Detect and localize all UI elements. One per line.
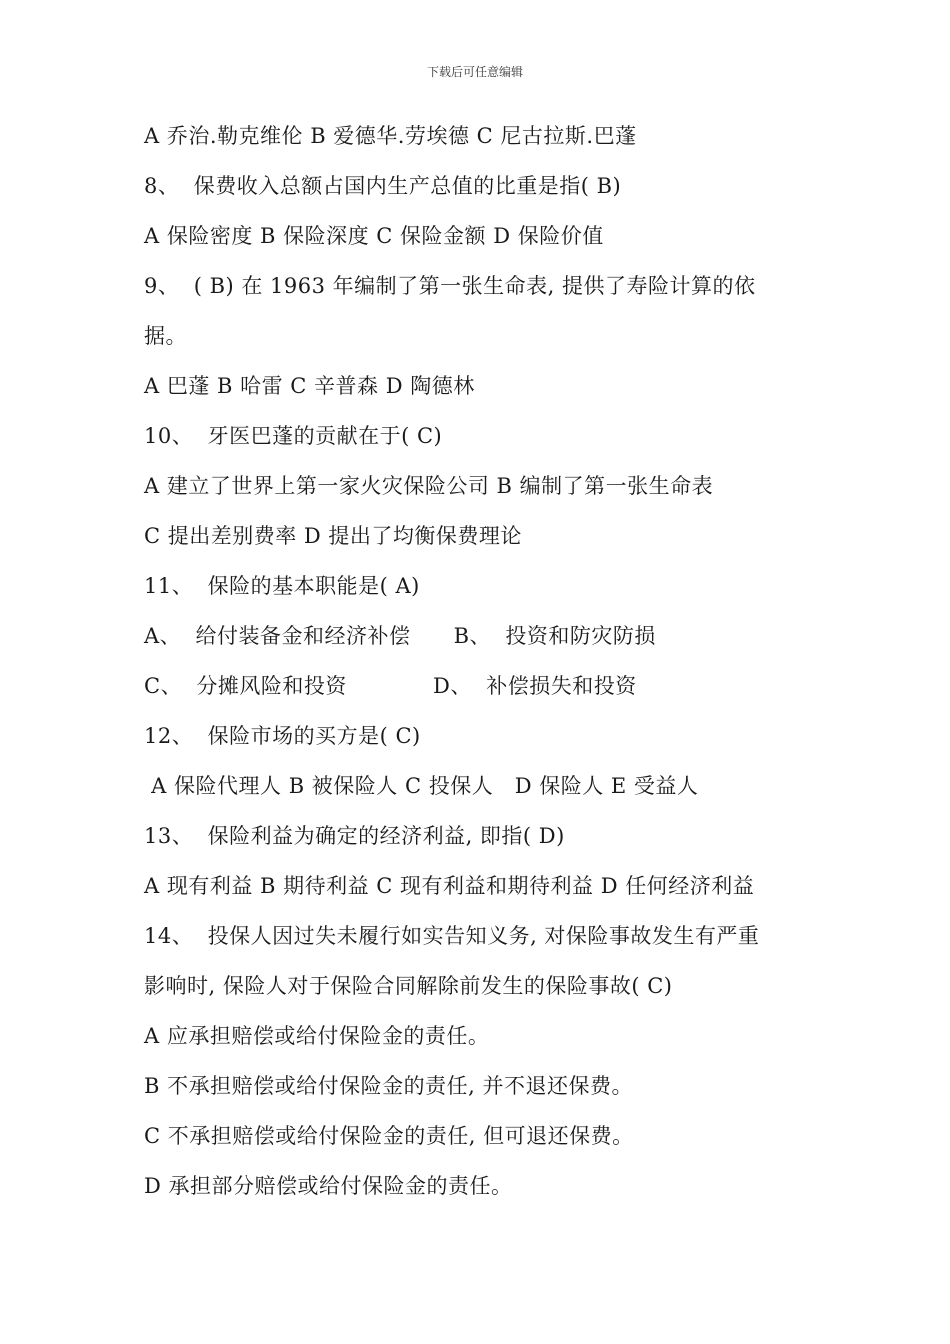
question-8: 8、 保费收入总额占国内生产总值的比重是指( B) (144, 174, 622, 198)
question-9: 9、 ( B) 在 1963 年编制了第一张生命表, 提供了寿险计算的依 (144, 274, 756, 298)
page-header: 下载后可任意编辑 (426, 65, 523, 79)
answer-options-q8: A 保险密度 B 保险深度 C 保险金额 D 保险价值 (144, 224, 604, 248)
answer-options-q11-ab: A、 给付装备金和经济补偿 B、 投资和防灾防损 (144, 624, 656, 648)
answer-options-q9: A 巴蓬 B 哈雷 C 辛普森 D 陶德林 (144, 374, 475, 398)
answer-option-q14-c: C 不承担赔偿或给付保险金的责任, 但可退还保费。 (144, 1124, 634, 1148)
answer-options-q7: A 乔治.勒克维伦 B 爱德华.劳埃德 C 尼古拉斯.巴蓬 (144, 124, 637, 148)
answer-options-q10-cd: C 提出差别费率 D 提出了均衡保费理论 (144, 524, 522, 548)
answer-options-q10-ab: A 建立了世界上第一家火灾保险公司 B 编制了第一张生命表 (144, 474, 714, 498)
answer-options-q11-cd: C、 分摊风险和投资 D、 补偿损失和投资 (144, 674, 637, 698)
question-10: 10、 牙医巴蓬的贡献在于( C) (144, 424, 443, 448)
question-13: 13、 保险利益为确定的经济利益, 即指( D) (144, 824, 565, 848)
question-14: 14、 投保人因过失未履行如实告知义务, 对保险事故发生有严重 (144, 924, 760, 948)
answer-options-q13: A 现有利益 B 期待利益 C 现有利益和期待利益 D 任何经济利益 (144, 874, 755, 898)
answer-option-q14-d: D 承担部分赔偿或给付保险金的责任。 (144, 1174, 513, 1198)
question-9-continued: 据。 (144, 324, 187, 348)
answer-options-q12: A 保险代理人 B 被保险人 C 投保人 D 保险人 E 受益人 (144, 774, 699, 798)
answer-option-q14-a: A 应承担赔偿或给付保险金的责任。 (144, 1024, 490, 1048)
question-12: 12、 保险市场的买方是( C) (144, 724, 421, 748)
question-14-continued: 影响时, 保险人对于保险合同解除前发生的保险事故( C) (144, 974, 673, 998)
question-11: 11、 保险的基本职能是( A) (144, 574, 420, 598)
answer-option-q14-b: B 不承担赔偿或给付保险金的责任, 并不退还保费。 (144, 1074, 633, 1098)
